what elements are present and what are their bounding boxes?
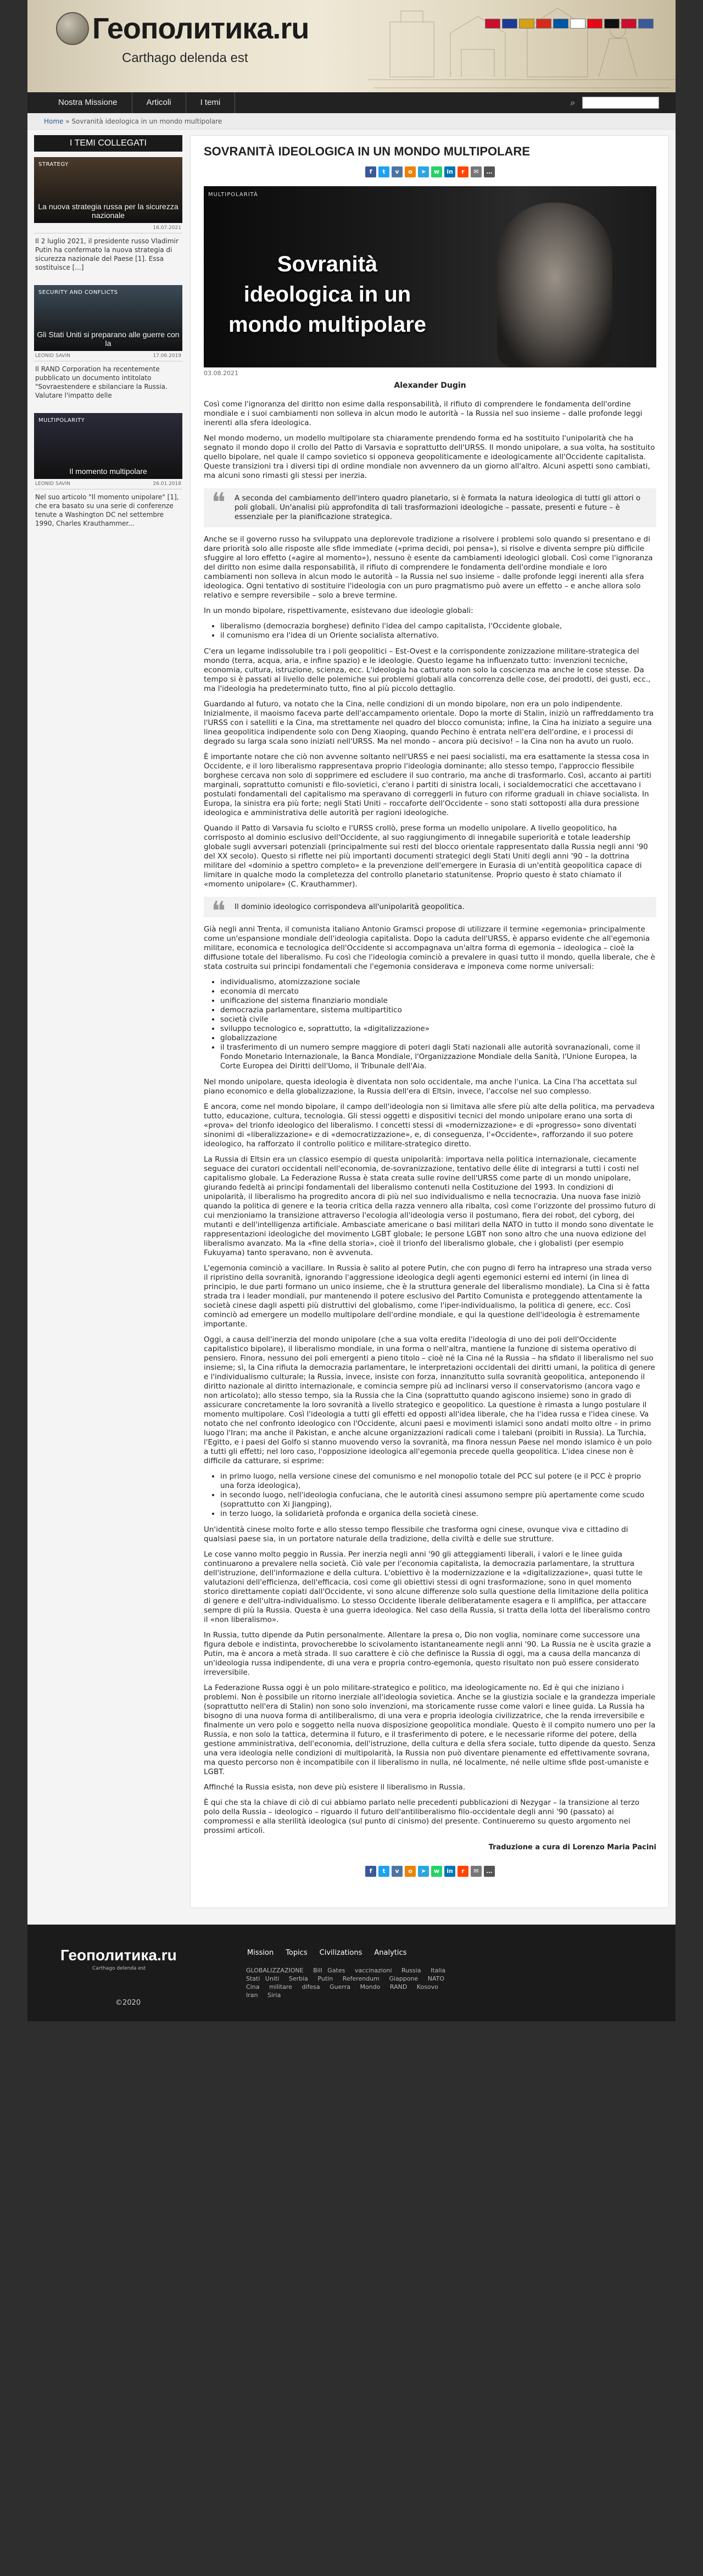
card-title[interactable]: Il momento multipolare — [69, 467, 147, 476]
bullet-list — [220, 622, 656, 640]
flag-icon[interactable] — [536, 19, 551, 29]
paragraph: È importante notare che ciò non avvenne soltanto nell'URSS e nei paesi socialisti, ma era esattamente la stessa cosa in Occidente, e il loro liberalismo rappresentava proprio l'ideologia dominante; allo stesso tempo, l'approccio flessibile borghese cercava non solo di sopprimere ed escludere il suo contrario, ma anche di trasformarlo. Così, accanto ai partiti marginali, soprattutto comunisti e filo-sovietici, c'erano i partiti di sinistra locali, i socialdemocratici che accettavano i postulati fondamentali del capitalismo ma speravano di correggerli in futuro con riforme graduali in chiave socialista. In Europa, la sinistra era più forte; negli Stati Uniti – roccaforte dell'Occidente – sono stati sottoposti alla dura pressione ideologica e amministrativa delle autorità per ragioni ideologiche. — [204, 752, 651, 817]
list-item: • il comunismo era l'idea di un Oriente socialista alternativo. — [220, 631, 656, 640]
tag-link[interactable]: Referendum — [342, 1975, 380, 1982]
whatsapp-share-icon[interactable]: w — [431, 1866, 442, 1877]
vk-share-icon[interactable]: v — [392, 1866, 403, 1877]
pull-quote — [204, 488, 656, 527]
tag-link[interactable]: Cina — [246, 1983, 260, 1990]
list-item: • unificazione del sistema finanziario mondiale — [220, 996, 656, 1006]
quote-text: Il dominio ideologico corrispondeva all'unipolarità geopolitica. — [235, 902, 465, 911]
card-title[interactable]: Gli Stati Uniti si preparano alle guerre con la — [37, 330, 180, 348]
tag-link[interactable]: Siria — [267, 1992, 281, 1999]
tag-link[interactable]: Putin — [317, 1975, 333, 1982]
paragraph: In un mondo bipolare, rispettivamente, esistevano due ideologie globali: — [204, 606, 473, 615]
reddit-share-icon[interactable]: r — [457, 1866, 468, 1877]
list-item: • società civile — [220, 1015, 656, 1024]
paragraph: Quando il Patto di Varsavia fu sciolto e l'URSS crollò, prese forma un modello unipolare. A livello geopolitico, ha corrisposto al dominio esclusivo dell'Occidente, al suo raggiungimento di innegabile superiorità e totale leadership globale sugli avversari potenziali (principalmente sui resti del blocco orientale rappresentato dalla Russia negli anni '90 del XX secolo). Questo si riflette nei più importanti documenti strategici degli Stati Uniti degli anni '90 – la dottrina militare del «dominio a spettro completo» e la prevenzione dell'emergere in Eurasia di un'entità geopolitica capace di limitare in qualche modo la completezza del controllo planetario statunitense. Proprio questo è stato chiamato il «momento unipolare» (C. Krauthammer). — [204, 824, 648, 889]
card-date: 16.07.2021 — [153, 225, 181, 231]
article — [190, 135, 669, 1908]
flag-icon[interactable] — [604, 19, 620, 29]
card-date: 17.06.2019 — [153, 353, 181, 359]
paragraph: Guardando al futuro, va notato che la Cina, nelle condizioni di un mondo bipolare, non era un polo indipendente. Inizialmente, il maoismo faceva parte dell'accampamento orientale. Dopo la morte di Stalin, iniziò un raffreddamento tra l'URSS con i satelliti e la Cina, ma strettamente nel quadro del blocco comunista; infine, la Cina ha iniziato a seguire una linea geopolitica indipendente solo con Deng Xiaoping, quando Pechino è entrata nell'era dell'ordine, e i processi di degrado su larga scala sono iniziati nell'URSS. Ma nel mondo – ancora più decisivo! – la Cina non ha avuto un ruolo. — [204, 700, 654, 746]
share-bar-bottom — [204, 1866, 656, 1877]
quote-icon: ❝ — [211, 487, 226, 518]
flag-icon[interactable] — [502, 19, 517, 29]
list-item: • liberalismo (democrazia borghese) definito l'idea del campo capitalista, l'Occidente globale, — [220, 622, 656, 631]
site-name: Геополитика.ru — [92, 12, 309, 45]
tag-link[interactable]: Iran — [246, 1992, 258, 1999]
tag-link[interactable]: Stati Uniti — [246, 1975, 280, 1982]
related-card[interactable] — [34, 157, 182, 275]
breadcrumb-separator: » — [65, 118, 70, 125]
telegram-share-icon[interactable]: ➤ — [418, 166, 429, 177]
bullet-list — [220, 1472, 656, 1519]
footer-nav — [247, 1949, 406, 1957]
whatsapp-share-icon[interactable]: w — [431, 166, 442, 177]
list-item: • globalizzazione — [220, 1034, 656, 1043]
breadcrumb-current: Sovranità ideologica in un mondo multipolare — [71, 118, 222, 125]
translation-credit: Traduzione a cura di Lorenzo Maria Pacini — [488, 1843, 656, 1852]
paragraph: La Federazione Russa oggi è un polo militare-strategico e politico, ma ideologicamente no. Ed è qui che iniziano i problemi. Non è possibile un ritorno inerziale all'ideologia sovietica. Anche se la giustizia sociale e la grandezza imperiale (soprattutto nell'era di Stalin) non sono solo invenzioni, ma storicamente russe come valori e linee guida. La Russia ha bisogno di una nuova forma di antiliberalismo, di una vera e propria ideologia civilizzatrice, che la renda irreversibile e finalmente un vero polo e soggetto nella nuova disposizione geopolitica mondiale. Questo è il compito numero uno per la Russia, e non solo la tattica, determina il futuro, e il trasferimento di potere, e le necessarie riforme del potere, della gestione amministrativa, dell'economia, dell'istruzione, della cultura e della sfera sociale, tutto dipende da questo. Senza una vera ideologia nelle condizioni di multipolarità, la Russia non può diventare pienamente ed effettivamente sovrana, ma questo percorso non è incompatibile con il liberalismo in nulla, né localmente, né nelle ultime sfide post-umaniste e LGBT. — [204, 1683, 656, 1776]
card-category: SECURITY AND CONFLICTS — [38, 289, 118, 295]
header-sketch-illustration — [368, 0, 676, 92]
tag-link[interactable]: Mondo — [360, 1983, 381, 1990]
card-excerpt: Il 2 luglio 2021, il presidente russo Vladimir Putin ha confermato la nuova strategia di sicurezza nazionale del Paese [1]. Essa sostituisce [...] — [35, 237, 178, 271]
footer-nav-analytics[interactable]: Analytics — [374, 1949, 407, 1957]
reddit-share-icon[interactable]: r — [457, 166, 468, 177]
email-share-icon[interactable]: ✉ — [471, 166, 482, 177]
tag-link[interactable]: Serbia — [288, 1975, 308, 1982]
tag-link[interactable]: RAND — [389, 1983, 408, 1990]
nav-item-themes[interactable]: I temi — [186, 92, 236, 113]
tag-link[interactable]: Guerra — [330, 1983, 350, 1990]
tag-link[interactable]: vaccinazioni — [354, 1967, 392, 1974]
paragraph: Un'identità cinese molto forte e allo stesso tempo flessibile che trasforma ogni cinese, ovunque viva e cittadino di qualsiasi paese sia, in un portatore naturale della tradizione, della civiltà e delle sue strutture. — [204, 1525, 628, 1543]
breadcrumb — [27, 113, 676, 130]
share-bar — [204, 166, 656, 177]
ok-share-icon[interactable]: o — [405, 166, 416, 177]
flag-icon[interactable] — [621, 19, 637, 29]
site-header — [27, 0, 676, 92]
article-date: 03.08.2021 — [204, 370, 238, 377]
tag-link[interactable]: Italia — [430, 1967, 446, 1974]
card-author: LEONID SAVIN — [35, 481, 70, 487]
footer-nav-mission[interactable]: Mission — [247, 1949, 274, 1957]
facebook-share-icon[interactable]: f — [365, 166, 376, 177]
twitter-share-icon[interactable]: t — [378, 166, 389, 177]
tag-link[interactable]: Giappone — [389, 1975, 419, 1982]
related-card[interactable] — [34, 413, 182, 531]
sidebar-title: I TEMI COLLEGATI — [34, 135, 182, 152]
list-item: • sviluppo tecnologico e, soprattutto, la «digitalizzazione» — [220, 1024, 656, 1034]
footer-nav-topics[interactable]: Topics — [286, 1949, 308, 1957]
hero-image — [204, 186, 656, 367]
card-excerpt: Il RAND Corporation ha recentemente pubblicato un documento intitolato "Sovraestendere e sbilanciare la Russia. Valutare l'impatto delle — [35, 365, 168, 399]
paragraph: Oggi, a causa dell'inerzia del mondo unipolare (che a sua volta eredita l'ideologia di uno dei poli dell'Occidente capitalistico bipolare), il liberalismo mondiale, in una forma o nell'altra, mantiene la funzione di sistema operativo di pensiero. Finora, nessuno dei poli emergenti a pieno titolo – cioè né la Cina né la Russia – ha sfidato il liberalismo nel suo insieme; sì, la Cina rifiuta la democrazia parlamentare, le interpretazioni occidentali dei diritti umani, la politica di genere e l'individualismo culturale; la Russia, invece, insiste con forza, innanzitutto sulla sovranità geopolitica, anteponendo il diritto nazionale al diritto internazionale, e comincia sempre più ad inclinarsi verso il conservatorismo (ancora vago e non articolato); allo stesso tempo, sia la Russia che la Cina (soprattutto quando agiscono insieme) sono in grado di assicurare concretamente la loro sovranità a livello strategico e geopolitico. La questione è rimasta a lungo postulare il momento multipolare. Così l'ideologia a tutti gli effetti ed opposti all'idea liberale, che ha l'idea russa e l'idea cinese. Va notato che nel confronto ideologico con l'Occidente, alcuni paesi e movimenti islamici sono andati molto oltre – in primo luogo l'Iran; ma anche il Pakistan, e anche alcune organizzazioni radicali come i talebani (proibiti in Russia). La Turchia, l'Egitto, e i paesi del Golfo si stanno muovendo verso la sovranità, ma finora nessun Paese nel mondo islamico è un polo a tutti gli effetti; nel loro caso, l'opposizione ideologica all'egemonia precede quella geopolitica. L'idea cinese non è difficile da catturare, si esprime: — [204, 1335, 655, 1465]
card-author: LEONID SAVIN — [35, 353, 70, 359]
facebook-share-icon[interactable]: f — [365, 1866, 376, 1877]
linkedin-share-icon[interactable]: in — [444, 166, 455, 177]
card-excerpt: Nel suo articolo "Il momento unipolare" [1], che era basato su una serie di conferenze tenute a Washington DC nel settembre 1990, Charles Krauthammer... — [35, 493, 179, 527]
tag-link[interactable]: Bill Gates — [313, 1967, 345, 1974]
paragraph: Nel mondo moderno, un modello multipolare sta chiaramente prendendo forma ed ha sostituito l'unipolarità che ha segnato il mondo dopo il crollo del Patto di Varsavia e soprattutto dell'URSS. Il mondo unipolare, a sua volta, ha sostituito quello bipolare, nel quale il campo sovietico si opponeva geopoliticamente e ideologicamente all'Occidente capitalista. Queste transizioni tra i diversi tipi di ordine mondiale non avvennero da un giorno all'altro. Alcuni aspetti sono cambiati, ma alcuni sono rimasti gli stessi per inerzia. — [204, 434, 655, 480]
paragraph: In Russia, tutto dipende da Putin personalmente. Allentare la presa o, Dio non voglia, nominare come successore una figura debole e indistinta, provocherebbe lo scivolamento istantaneamente negli anni '90. La Russia ne è uscita grazie a Putin, ma è ancora a metà strada. Il suo carattere è ciò che definisce la Russia di oggi, ma a causa della mancanza di un'ideologia russa indipendente, di una vera e propria contro-egemonia, questo risultato non può essere considerato irreversibile. — [204, 1631, 651, 1677]
article-author[interactable]: Alexander Dugin — [394, 381, 466, 390]
list-item: • individualismo, atomizzazione sociale — [220, 978, 656, 987]
flag-icon[interactable] — [587, 19, 602, 29]
card-category: STRATEGY — [38, 161, 69, 168]
tag-link[interactable]: NATO — [427, 1975, 444, 1982]
tag-link[interactable]: GLOBALIZZAZIONE — [246, 1967, 304, 1974]
flag-icon[interactable] — [519, 19, 534, 29]
nav-item-mission[interactable]: Nostra Missione — [44, 92, 132, 113]
paragraph: La Russia di Eltsin era un classico esempio di questa unipolarità: importava nella politica internazionale, ciecamente seguace dei curatori occidentali nell'economia, de-sovranizzazione, tentativo delle élite di integrarsi a tutti i costi nel capitalismo globale. La Federazione Russa è stata creata sulle rovine dell'URSS come parte di un mondo unipolare, giurando fedeltà ai principi fondamentali del liberalismo contenuti nella Costituzione del 1993. In condizioni di unipolarità, il liberalismo ha progredito ancora di più nel suo individualismo e nella tecnocrazia. Una nuova fase iniziò quando la politica di genere e la teoria critica della razza vennero alla ribalta, così come l'orizzonte del prossimo futuro di cui menzioniamo la transizione attraverso l'ecologia all'ideologia verso il postumano, fiera dei robot, del cyborg, dei mutanti e dell'intelligenza artificiale. Ambasciate americane o basi militari della NATO in tutto il mondo sono diventate le rappresentazioni ideologiche del movimento LGBT globale; le persone LGBT non sono altro che una nuova edizione del liberalismo avanzato. Ma la «fine della storia», cioè il trionfo del liberalismo globale, che i globalisti (per esempio Fukuyama) tanto speravano, non è avvenuta. — [204, 1155, 656, 1257]
main-nav — [27, 92, 676, 113]
footer-slogan: Carthago delenda est — [92, 1966, 146, 1971]
search-icon[interactable]: ⌕ — [570, 97, 576, 108]
footer-nav-civilizations[interactable]: Civilizations — [319, 1949, 362, 1957]
language-flags — [485, 19, 654, 29]
paragraph: C'era un legame indissolubile tra i poli geopolitici – Est-Ovest e la corrispondente zonizzazione militare-strategica del mondo (terra, acqua, aria, e infine spazio) e le ideologie. Questo legame ha influenzato tutto: invenzioni tecniche, economia, cultura, istruzione, scienza, ecc. L'ideologia ha catturato non solo la coscienza ma anche le cose stesse. Da tempo si è passati al livello delle polemiche sui problemi globali alla concorrenza delle cose, dei prodotti, dei gusti, ecc., ma l'ideologia ha predeterminato tutto, fino al più piccolo dettaglio. — [204, 647, 651, 693]
list-item: • in primo luogo, nella versione cinese del comunismo e nel monopolio totale del PCC sul potere (e il PCC è proprio una forza ideologica), — [220, 1472, 656, 1491]
card-thumbnail[interactable] — [34, 157, 182, 223]
list-item: • economia di mercato — [220, 987, 656, 996]
quote-text: A seconda del cambiamento dell'intero quadro planetario, si è formata la natura ideologica di tutti gli attori o poli globali. Un'analisi più approfondita di tali trasformazioni ideologiche – passate, presenti e future – è essenziale per la pianificazione strategica. — [235, 494, 641, 521]
twitter-share-icon[interactable]: t — [378, 1866, 389, 1877]
article-body — [204, 400, 656, 1852]
site-footer — [27, 1925, 676, 2021]
tag-link[interactable]: Kosovo — [416, 1983, 438, 1990]
site-slogan: Carthago delenda est — [122, 51, 248, 65]
breadcrumb-home[interactable]: Home — [44, 118, 64, 125]
author-portrait — [497, 203, 612, 367]
article-title: SOVRANITÀ IDEOLOGICA IN UN MONDO MULTIPOLARE — [204, 144, 530, 158]
search-box — [567, 97, 659, 109]
page — [27, 0, 676, 2021]
paragraph: Nel mondo unipolare, questa ideologia è diventata non solo occidentale, ma anche l'unica. La Cina l'ha accettata sul piano economico e della globalizzazione, la Russia dell'era di Eltsin, invece, l'accolse nel suo complesso. — [204, 1078, 637, 1096]
quote-icon: ❝ — [211, 896, 226, 927]
list-item: • in terzo luogo, la solidarietà profonda e organica della società cinese. — [220, 1509, 656, 1519]
flag-icon[interactable] — [553, 19, 568, 29]
list-item: • democrazia parlamentare, sistema multipartitico — [220, 1006, 656, 1015]
paragraph: Già negli anni Trenta, il comunista italiano Antonio Gramsci propose di utilizzare il termine «egemonia» principalmente come un'espansione mondiale dell'ideologia capitalista. Dopo la caduta dell'URSS, è apparso evidente che all'egemonia militare, economica e tecnologica dell'Occidente si accompagnava un'altra forma di egemonia – ideologica – cioè la diffusione totale del liberalismo. Fu così che l'ideologia cominciò a prevalere in quasi tutto il mondo, quella liberale, che è stata costruita sui principi fondamentali che l'egemonia considerava e imponeva come norme universali: — [204, 925, 655, 971]
globe-icon — [56, 12, 89, 45]
card-category: MULTIPOLARITY — [38, 417, 85, 423]
card-title[interactable]: La nuova strategia russa per la sicurezza nazionale — [38, 202, 178, 220]
card-thumbnail[interactable] — [34, 285, 182, 351]
more-share-icon[interactable]: … — [484, 1866, 495, 1877]
footer-tags — [246, 1966, 455, 1999]
pull-quote — [204, 896, 656, 927]
paragraph: Affinché la Russia esista, non deve più esistere il liberalismo in Russia. — [204, 1783, 466, 1792]
vk-share-icon[interactable]: v — [392, 166, 403, 177]
paragraph: È qui che sta la chiave di ciò di cui abbiamo parlato nelle precedenti pubblicazioni di Nezygar – la transizione al terzo polo della Russia – ideologico – riguardo il futuro dell'antiliberalismo filo-occidentale degli anni '90 (passato) ai compromessi e alla sterilità ideologica (sul punto di cinismo) del presente. Continueremo su questo argomento nei prossimi articoli. — [204, 1798, 640, 1835]
linkedin-share-icon[interactable]: in — [444, 1866, 455, 1877]
search-input[interactable] — [582, 97, 659, 109]
flag-icon[interactable] — [638, 19, 654, 29]
email-share-icon[interactable]: ✉ — [471, 1866, 482, 1877]
flag-icon[interactable] — [570, 19, 585, 29]
telegram-share-icon[interactable]: ➤ — [418, 1866, 429, 1877]
list-item: • il trasferimento di un numero sempre maggiore di poteri dagli Stati nazionali alle autorità sovranazionali, come il Fondo Monetario Internazionale, la Banca Mondiale, l'Organizzazione Mondiale della Sanità, l'Unione Europea, la Corte Europea dei Diritti dell'Uomo, il Tribunale dell'Aia. — [220, 1043, 656, 1071]
bullet-list — [220, 978, 656, 1071]
paragraph: L'egemonia cominciò a vacillare. In Russia è salito al potere Putin, che con pugno di ferro ha intrapreso una strada verso il ripristino della sovranità, ignorando l'aggressione ideologica degli agenti egemonici esterni ed interni (in linea di principio, le due parti formano un unico insieme, che è la struttura generale del liberalismo mondiale). La Cina si è fatta strada tra i leader mondiali, pur mantenendo il potere esclusivo del Partito Comunista e proteggendo attentamente la società cinese dagli aspetti più distruttivi del globalismo, come l'iper-individualismo, la politica di genere, ecc. Così cominciò ad emergere un modello multipolare dell'ordine mondiale, e qui la questione dell'ideologia è estremamente importante. — [204, 1264, 652, 1329]
paragraph: Così come l'ignoranza del diritto non esime dalla responsabilità, il rifiuto di comprendere le fondamenta dell'ordine mondiale e i suoi cambiamenti non solleva in alcun modo le autorità – la Russia nel suo insieme – dalle profonde leggi inerenti alla sfera ideologica. — [204, 400, 643, 427]
sidebar — [34, 135, 182, 1908]
flag-icon[interactable] — [485, 19, 500, 29]
more-share-icon[interactable]: … — [484, 166, 495, 177]
hero-title: Sovranità ideologica in un mondo multipolare — [228, 252, 426, 337]
list-item: • in secondo luogo, nell'ideologia confuciana, che le autorità cinesi assumono sempre più apertamente come scudo (soprattutto con Xi Jiangping), — [220, 1491, 656, 1509]
tag-link[interactable]: militare — [269, 1983, 292, 1990]
paragraph: Anche se il governo russo ha sviluppato una deplorevole tradizione a risolvere i problemi solo quando si presentano e di dare priorità solo alle risposte alle sfide immediate («prima decidi, poi pensa»), si risolve e diventa sempre più difficile sfuggire al loro effetto («agire al momento»), nessuno è esente da cambiamenti ideologici globali. Così come l'ignoranza del diritto non esime dalla responsabilità, il rifiuto di comprendere le fondamenta dell'ordine mondiale e loro cambiamenti non solleva in alcun modo le autorità – la Russia nel suo insieme – dalle profonde leggi inerenti alla sfera ideologica. Ogni tentativo di sostituire l'ideologia con un puro pragmatismo può avere un effetto – e anche allora solo relativo e sempre reversibile – solo a breve termine. — [204, 535, 653, 600]
paragraph: Le cose vanno molto peggio in Russia. Per inerzia negli anni '90 gli atteggiamenti liberali, i valori e le linee guida continuarono a prevalere nella società. Ciò vale per l'economia capitalista, la democrazia parlamentare, la struttura dell'istruzione, dell'informazione e della cultura. L'obiettivo è la modernizzazione e la «digitalizzazione», quasi tutte le valutazioni dell'efficienza, dell'efficacia, così come gli obiettivi stessi di ogni trasformazione, sono in quel momento storico direttamente copiati dall'Occidente, vi sono alcune differenze solo sulla questione della limitazione della politica di genere e dell'ultra-individualismo. Lo stesso Occidente liberale deliberatamente esagera e li amplifica, per attaccare sempre di più la Russia. Questa è una guerra ideologica. Nel caso della Russia, si tratta della lotta del liberalismo contro il «non liberalismo». — [204, 1550, 650, 1624]
hero-category: MULTIPOLARITÀ — [208, 192, 258, 198]
footer-logo[interactable]: Геополитика.ru — [60, 1947, 177, 1964]
ok-share-icon[interactable]: o — [405, 1866, 416, 1877]
paragraph: E ancora, come nel mondo bipolare, il campo dell'ideologia non si limitava alle sfere più alte della politica, ma pervadeva tutto, educazione, cultura, tecnologia. Gli stessi oggetti e dispositivi tecnici del mondo unipolare erano una sorta di «prova» del trionfo ideologico del liberalismo. I concetti stessi di «modernizzazione» e di «progresso» sono diventati sinonimi di «liberalizzazione» e di «democratizzazione», e, di conseguenza, l'«Occidente», rafforzando il suo potere ideologico, ha rafforzato il controllo politico e militare-strategico diretto. — [204, 1102, 655, 1148]
tag-link[interactable]: Russia — [401, 1967, 421, 1974]
copyright: ©2020 — [115, 1999, 141, 2007]
site-logo[interactable] — [56, 12, 309, 65]
card-thumbnail[interactable] — [34, 413, 182, 479]
nav-item-articles[interactable]: Articoli — [132, 92, 186, 113]
tag-link[interactable]: difesa — [302, 1983, 320, 1990]
related-card[interactable] — [34, 285, 182, 403]
card-date: 26.01.2018 — [153, 481, 181, 487]
